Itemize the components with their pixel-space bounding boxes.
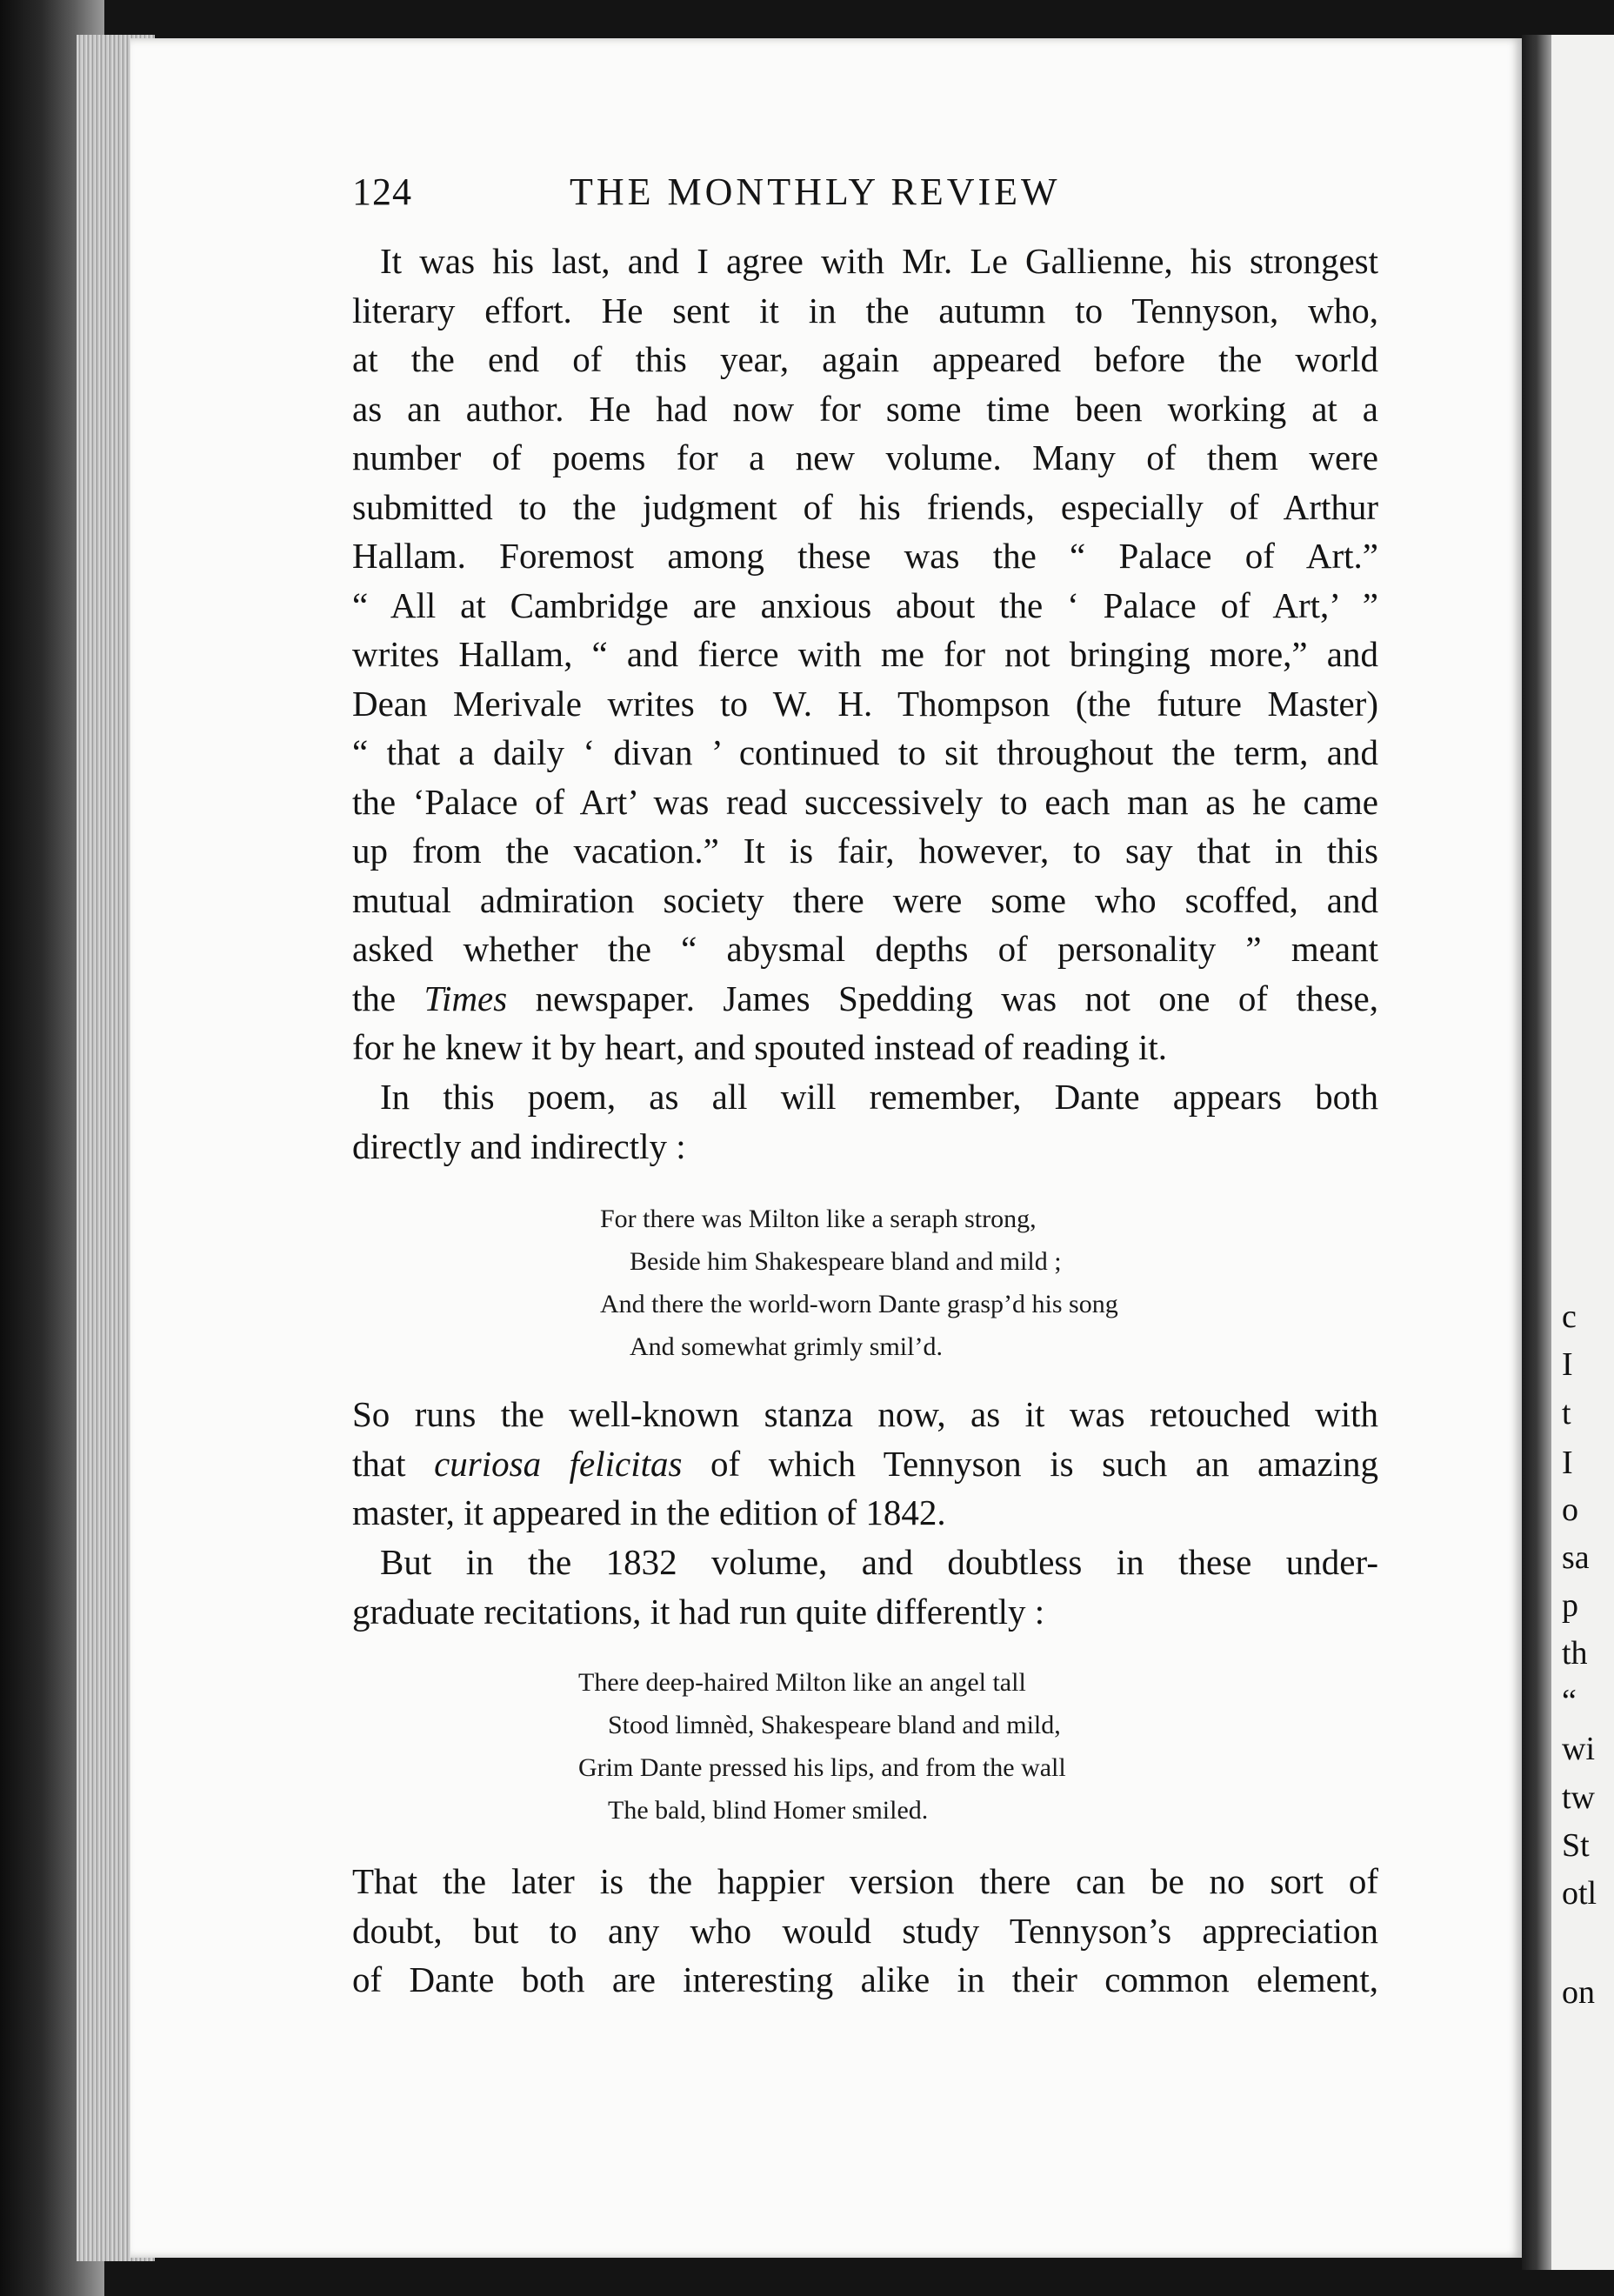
- text-segment: the: [352, 978, 424, 1018]
- text-line: mutual admiration society there were some who scoffed, and: [352, 879, 1378, 920]
- facing-fragment: sa: [1562, 1539, 1590, 1576]
- verse-line: There deep-haired Milton like an angel tall: [578, 1668, 1026, 1697]
- facing-fragment: otl: [1562, 1875, 1597, 1912]
- text-line: writes Hallam, “ and fierce with me for not bringing more,” and: [352, 634, 1378, 674]
- text-line: It was his last, and I agree with Mr. Le Gallienne, his strongest: [380, 241, 1378, 281]
- text-segment: of which Tennyson is such an amazing: [682, 1443, 1378, 1484]
- text-line: submitted to the judgment of his friends, especially of Arthur: [352, 486, 1378, 527]
- text-line: master, it appeared in the edition of 1842.: [352, 1492, 946, 1532]
- verse-line: And there the world-worn Dante grasp’d his song: [600, 1290, 1118, 1318]
- text-line: at the end of this year, again appeared before the world: [352, 339, 1378, 379]
- verse-stanza-2: [578, 1661, 1066, 1832]
- text-line: up from the vacation.” It is fair, however, to say that in this: [352, 831, 1378, 871]
- facing-fragment: c: [1562, 1298, 1577, 1335]
- text-line: [352, 974, 1378, 1024]
- book-spine: [1522, 35, 1551, 2270]
- facing-fragment: “: [1562, 1683, 1577, 1719]
- facing-fragment: I: [1562, 1346, 1573, 1383]
- facing-fragment: wi: [1562, 1731, 1595, 1767]
- text-line: But in the 1832 volume, and doubtless in these under-: [380, 1542, 1378, 1582]
- text-line: That the later is the happier version there can be no sort of: [352, 1861, 1378, 1901]
- text-line: [352, 1439, 1378, 1489]
- text-line: asked whether the “ abysmal depths of personality ” meant: [352, 929, 1378, 969]
- verse-line: For there was Milton like a seraph strong,: [600, 1205, 1037, 1233]
- paragraph-3: [352, 1390, 1378, 1538]
- facing-fragment: o: [1562, 1492, 1578, 1528]
- text-line: So runs the well-known stanza now, as it was retouched with: [352, 1394, 1378, 1434]
- facing-page: [1522, 35, 1614, 2270]
- verse-line: Grim Dante pressed his lips, and from the wall: [578, 1753, 1066, 1782]
- text-segment: that: [352, 1443, 435, 1484]
- facing-fragment: t: [1562, 1395, 1571, 1432]
- text-line: for he knew it by heart, and spouted instead of reading it.: [352, 1027, 1168, 1067]
- facing-fragment: I: [1562, 1445, 1573, 1481]
- facing-fragment: St: [1562, 1827, 1590, 1864]
- text-line: Hallam. Foremost among these was the “ Palace of Art.”: [352, 536, 1378, 576]
- verse-line: The bald, blind Homer smiled.: [608, 1796, 929, 1825]
- verse-line: And somewhat grimly smil’d.: [630, 1332, 943, 1361]
- text-line: graduate recitations, it had run quite differently :: [352, 1591, 1045, 1632]
- text-line: of Dante both are interesting alike in their common element,: [352, 1959, 1378, 1999]
- text-line: doubt, but to any who would study Tennyson’s appreciation: [352, 1910, 1378, 1951]
- paragraph-2: [352, 1072, 1378, 1171]
- facing-fragment: p: [1562, 1587, 1578, 1624]
- text-line: “ that a daily ‘ divan ’ continued to sit throughout the term, and: [352, 732, 1378, 772]
- text-line: literary effort. He sent it in the autumn to Tennyson, who,: [352, 290, 1378, 330]
- paragraph-4: [352, 1538, 1378, 1636]
- running-title: THE MONTHLY REVIEW: [570, 170, 1061, 213]
- paragraph-5: [352, 1857, 1378, 2005]
- italic-phrase: curiosa felicitas: [434, 1443, 683, 1484]
- paragraph-1: [352, 237, 1378, 1072]
- running-header: [352, 170, 1378, 230]
- page-number: 124: [352, 170, 412, 213]
- facing-fragment: tw: [1562, 1779, 1595, 1816]
- italic-title: Times: [424, 978, 508, 1018]
- text-line: “ All at Cambridge are anxious about the ‘ Palace of Art,’ ”: [352, 584, 1378, 625]
- verse-line: Stood limnèd, Shakespeare bland and mild,: [608, 1711, 1061, 1739]
- text-line: Dean Merivale writes to W. H. Thompson (the future Master): [352, 683, 1378, 724]
- facing-fragment: on: [1562, 1974, 1595, 2011]
- verse-line: Beside him Shakespeare bland and mild ;: [630, 1247, 1062, 1276]
- text-line: the ‘Palace of Art’ was read successively to each man as he came: [352, 781, 1378, 822]
- facing-fragment: th: [1562, 1635, 1588, 1672]
- text-line: as an author. He had now for some time been working at a: [352, 388, 1378, 429]
- text-line: directly and indirectly :: [352, 1125, 686, 1166]
- verse-stanza-1: [600, 1198, 1118, 1368]
- text-segment: newspaper. James Spedding was not one of these,: [507, 978, 1378, 1018]
- text-line: In this poem, as all will remember, Dante appears both: [380, 1077, 1378, 1117]
- text-line: number of poems for a new volume. Many of them were: [352, 437, 1378, 477]
